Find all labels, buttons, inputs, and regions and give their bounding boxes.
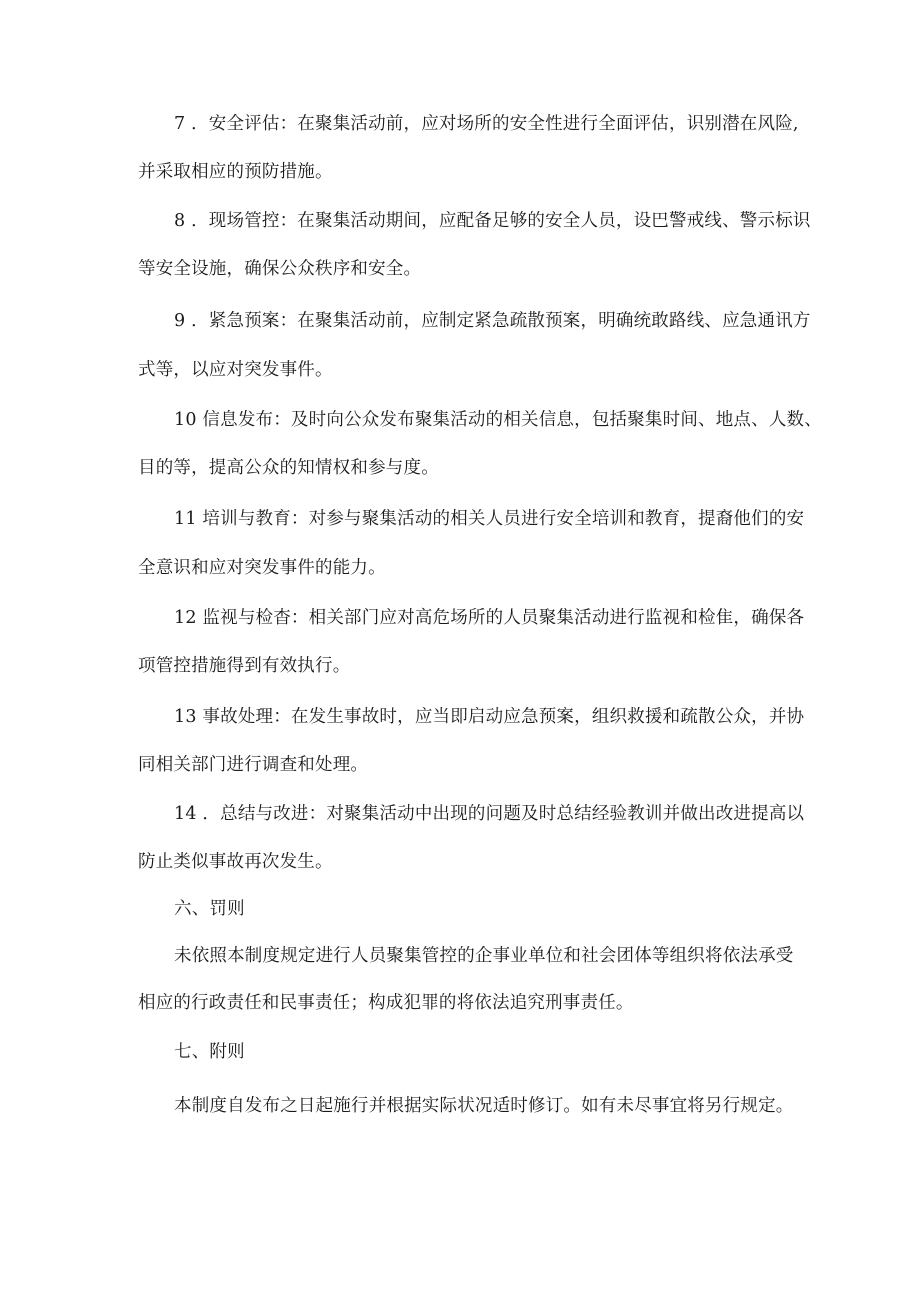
section-6-line-1: 未依照本制度规定进行人员聚集管控的企事业单位和社会团体等组织将依法承受 bbox=[174, 946, 794, 966]
item-9-line-1: 9 ．紧急预案：在聚集活动前，应制定紧急疏散预案，明确统敢路线、应急通讯方 bbox=[174, 311, 811, 331]
item-10-line-1: 10 信息发布：及时向公众发布聚集活动的相关信息，包括聚集时间、地点、人数、 bbox=[174, 410, 822, 430]
item-12-line-1: 12 监视与检杳：相关部门应对高危场所的人员聚集活动进行监视和检隹，确保各 bbox=[174, 608, 805, 628]
section-6-line-2: 相应的行政责任和民事责任；构成犯罪的将依法追究刑事责任。 bbox=[138, 993, 634, 1013]
section-7-line-1: 本制度自发布之日起施行并根据实际状况适时修订。如有未尽事宜将另行规定。 bbox=[174, 1096, 794, 1116]
section-7-heading: 七、附则 bbox=[174, 1042, 245, 1062]
item-8-line-1: 8 ．现场管控：在聚集活动期间，应配备足够的安全人员，设巴警戒线、警示标识 bbox=[174, 211, 811, 231]
item-14-line-2: 防止类似事故再次发生。 bbox=[138, 852, 333, 872]
item-13-line-1: 13 事故处理：在发生事故时，应当即启动应急预案，组织救援和疏散公众，并协 bbox=[174, 707, 805, 727]
item-13-line-2: 同相关部门进行调查和处理。 bbox=[138, 755, 369, 775]
item-7-line-2: 并采取相应的预防措施。 bbox=[138, 162, 333, 182]
item-12-line-2: 项管控措施得到有效执行。 bbox=[138, 656, 351, 676]
item-7-line-1: 7 ．安全评估：在聚集活动前，应对场所的安全性进行全面评估，识别潜在风险, bbox=[174, 114, 799, 134]
section-6-heading: 六、罚则 bbox=[174, 899, 245, 919]
item-14-line-1: 14 ．总结与改进：对聚集活动中出现的问题及时总结经验教训并做出改进提高以 bbox=[174, 804, 805, 824]
item-8-line-2: 等安全设施，确保公众秩序和安全。 bbox=[138, 259, 422, 279]
item-9-line-2: 式等，以应对突发事件。 bbox=[138, 360, 333, 380]
item-11-line-1: 11 培训与教育：对参与聚集活动的相关人员进行安全培训和教育，提裔他们的安 bbox=[174, 509, 805, 529]
item-11-line-2: 全意识和应对突发事件的能力。 bbox=[138, 558, 386, 578]
item-10-line-2: 目的等，提高公众的知情权和参与度。 bbox=[138, 458, 439, 478]
